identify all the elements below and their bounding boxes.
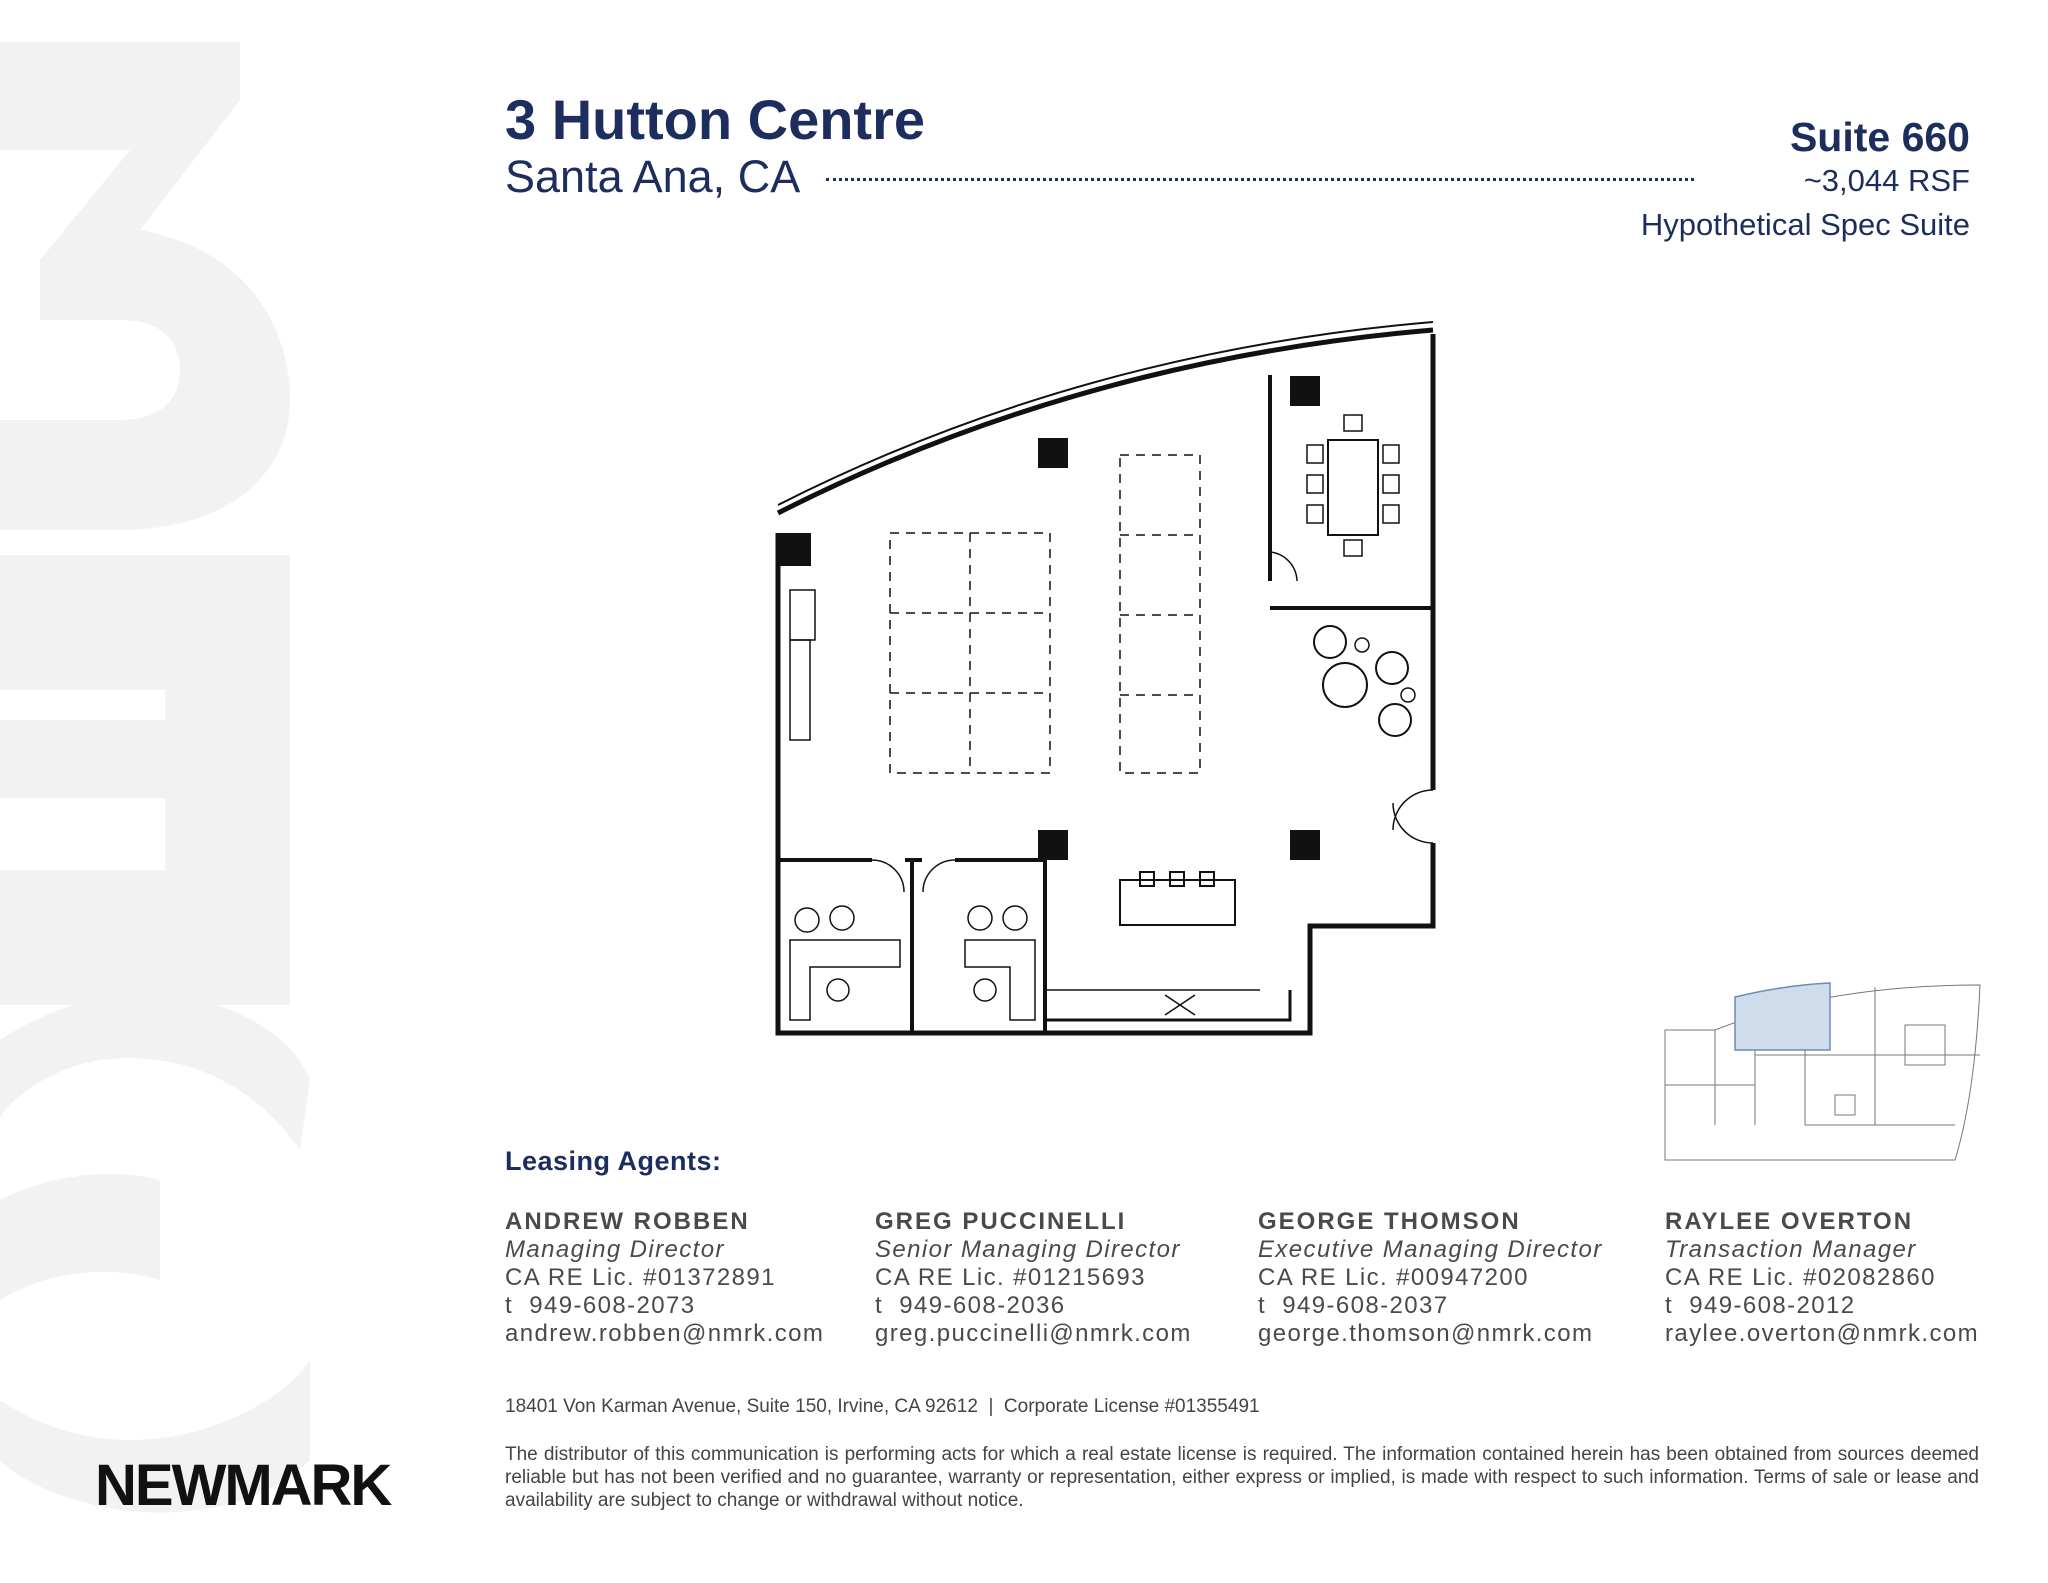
agent-name: GEORGE THOMSON: [1258, 1208, 1521, 1235]
agent-name: RAYLEE OVERTON: [1665, 1208, 1914, 1235]
newmark-logo: NEWMARK: [95, 1453, 391, 1518]
background-watermark-3hc: [0, 0, 310, 1583]
agent-name: GREG PUCCINELLI: [875, 1208, 1127, 1235]
agent-email[interactable]: george.thomson@nmrk.com: [1258, 1320, 1594, 1347]
building-title: 3 Hutton Centre: [505, 88, 925, 151]
agent-name: ANDREW ROBBEN: [505, 1208, 750, 1235]
agent-email[interactable]: raylee.overton@nmrk.com: [1665, 1320, 1979, 1347]
agent-email[interactable]: andrew.robben@nmrk.com: [505, 1320, 825, 1347]
agent-license: CA RE Lic. #01215693: [875, 1264, 1146, 1291]
agent-email[interactable]: greg.puccinelli@nmrk.com: [875, 1320, 1192, 1347]
agent-phone[interactable]: t 949-608-2012: [1665, 1292, 1856, 1319]
suite-type: Hypothetical Spec Suite: [1640, 207, 1970, 242]
building-city: Santa Ana, CA: [505, 151, 801, 202]
suite-name: Suite 660: [1789, 114, 1970, 160]
agent-role: Transaction Manager: [1665, 1236, 1917, 1263]
office-address: 18401 Von Karman Avenue, Suite 150, Irvine, CA 92612 | Corporate License #01355491: [505, 1396, 1260, 1417]
agent-card: [505, 1208, 824, 1348]
leasing-agents-heading: Leasing Agents:: [505, 1146, 722, 1176]
agent-phone[interactable]: t 949-608-2036: [875, 1292, 1066, 1319]
dotted-leader-line: [826, 178, 1694, 181]
header-left: [505, 88, 925, 202]
suite-floor-plan: [760, 320, 1460, 1040]
suite-size: ~3,044 RSF: [1803, 163, 1970, 198]
agent-card: [1665, 1208, 1979, 1348]
suite-info: [1641, 112, 1970, 250]
agent-license: CA RE Lic. #01372891: [505, 1264, 776, 1291]
agent-role: Managing Director: [505, 1236, 725, 1263]
agent-phone[interactable]: t 949-608-2037: [1258, 1292, 1449, 1319]
agent-card: [1258, 1208, 1603, 1348]
agent-license: CA RE Lic. #00947200: [1258, 1264, 1529, 1291]
agent-license: CA RE Lic. #02082860: [1665, 1264, 1936, 1291]
key-plan: [1655, 975, 1990, 1170]
legal-disclaimer: The distributor of this communication is performing acts for which a real estate license is required. The information contained herein has been obtained from sources deemed reliable but has not been verified and no guarantee, warranty or representation, either express or implied, is made with respect to such information. Terms of sale or lease and availability are subject to change or withdrawal without notice.: [505, 1444, 1979, 1511]
agent-role: Executive Managing Director: [1258, 1236, 1603, 1263]
agent-phone[interactable]: t 949-608-2073: [505, 1292, 696, 1319]
agent-role: Senior Managing Director: [875, 1236, 1181, 1263]
agent-card: [875, 1208, 1192, 1348]
